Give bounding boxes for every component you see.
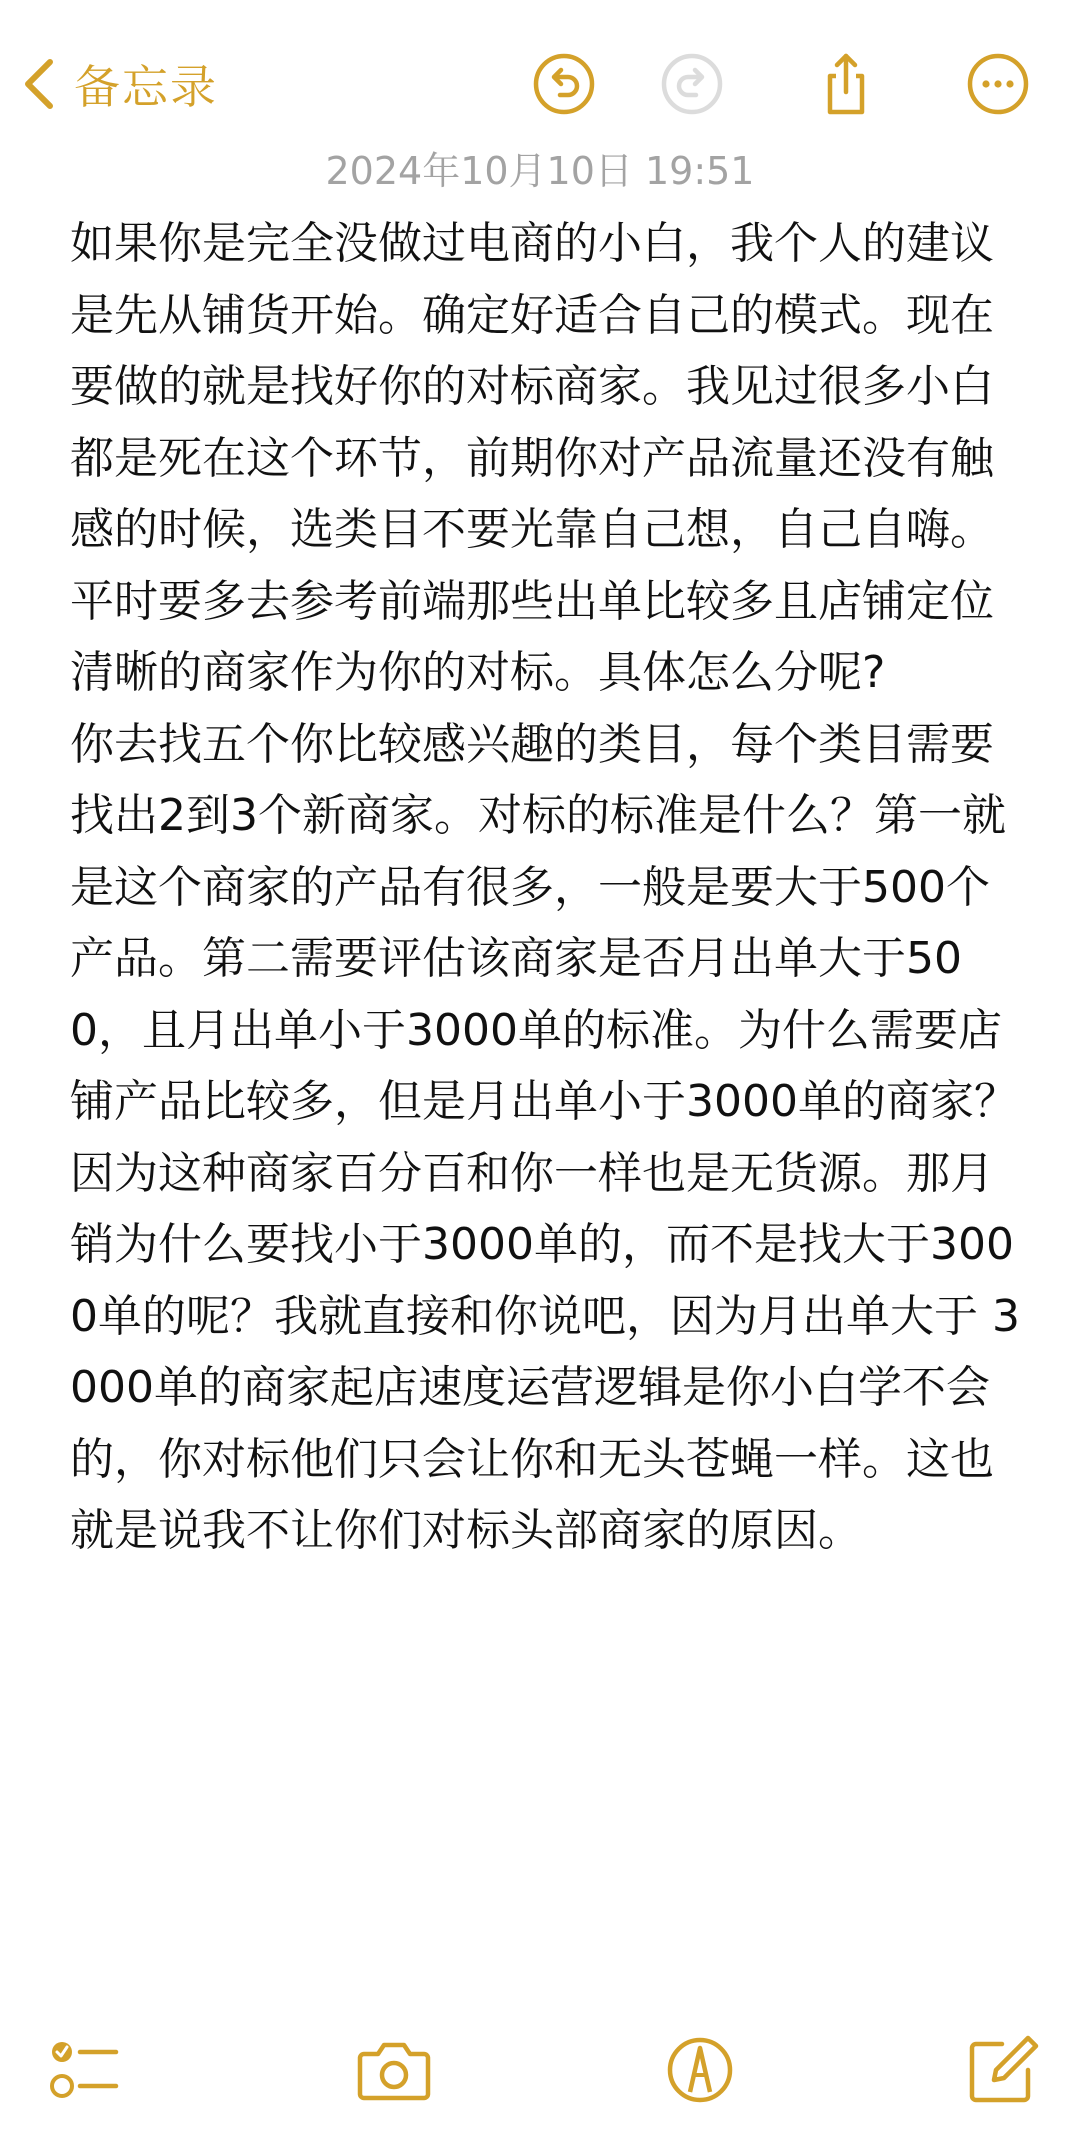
compose-button[interactable]	[962, 2030, 1042, 2110]
back-button[interactable]	[20, 54, 218, 114]
note-body[interactable]	[70, 208, 1020, 1567]
note-paragraph[interactable]: 如果你是完全没做过电商的小白，我个人的建议是先从铺货开始。确定好适合自己的模式。现在要做的就是找好你的对标商家。我见过很多小白都是死在这个环节，前期你对产品流量还没有触感的时候，选类目不要光靠自己想，自己自嗨。平时要多去参考前端那些出单比较多且店铺定位清晰的商家作为你的对标。具体怎么分呢?	[70, 218, 994, 698]
camera-button[interactable]	[354, 2030, 434, 2110]
markup-button[interactable]	[660, 2030, 740, 2110]
more-button[interactable]	[964, 50, 1032, 118]
chevron-left-icon	[20, 56, 60, 112]
redo-button[interactable]	[658, 50, 726, 118]
checklist-icon	[46, 2030, 126, 2110]
note-paragraph[interactable]: 你去找五个你比较感兴趣的类目，每个类目需要找出2到3个新商家。对标的标准是什么？第一就是这个商家的产品有很多，一般是要大于500个产品。第二需要评估该商家是否月出单大于500，且月出单小于3000单的标准。为什么需要店铺产品比较多，但是月出单小于3000单的商家？因为这种商家百分百和你一样也是无货源。那月销为什么要找小于3000单的，而不是找大于3000单的呢？我就直接和你说吧，因为月出单大于 3000单的商家起店速度运营逻辑是你小白学不会的，你对标他们只会让你和无头苍蝇一样。这也就是说我不让你们对标头部商家的原因。	[70, 718, 1020, 1556]
share-icon	[812, 50, 880, 118]
top-nav	[0, 40, 1080, 128]
bottom-toolbar	[0, 2030, 1080, 2120]
redo-icon	[658, 50, 726, 118]
compose-icon	[962, 2030, 1042, 2110]
note-timestamp: 2024年10月10日 19:51	[325, 149, 755, 193]
camera-icon	[354, 2030, 434, 2110]
undo-icon	[530, 50, 598, 118]
markup-icon	[660, 2030, 740, 2110]
checklist-button[interactable]	[46, 2030, 126, 2110]
back-label: 备忘录	[74, 60, 218, 114]
more-icon	[964, 50, 1032, 118]
share-button[interactable]	[812, 50, 880, 118]
undo-button[interactable]	[530, 50, 598, 118]
